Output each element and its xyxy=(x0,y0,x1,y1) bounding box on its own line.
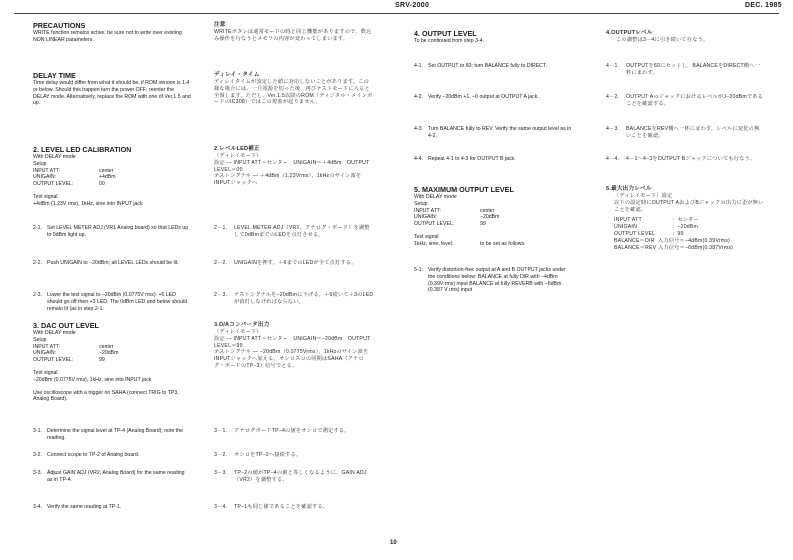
ja-led-mode: （ディレイモード） xyxy=(214,153,262,159)
led-title: 2. LEVEL LED CALIBRATION xyxy=(33,145,132,154)
ja-dac-block xyxy=(214,322,374,370)
led-row-value: 00 xyxy=(99,181,105,188)
ja-step-3-1 xyxy=(214,428,374,435)
step-5-1 xyxy=(414,267,574,294)
ja-max-output-block xyxy=(606,186,764,251)
dac-note: Use oscilloscope with a trigger on SAHA (connect TRIG to TP3, Analog Board). xyxy=(33,389,179,403)
precautions-text: WRITE function remains active; be sure not to write over existing NON LINEAR parameters. xyxy=(33,30,182,43)
delay-text: Time delay would differ from what it should be, if ROM version is 1.4 or below. Should this happen turn the power OFF; reenter the DELAY mode. Alternatively, replace the ROM with one of Ver.1.5 and up. xyxy=(33,80,191,107)
dac-row-value: −20dBm xyxy=(99,350,119,357)
step-text: TP−2の値がTP−4の値と等しくなるように、GAIN ADJ（VR2）を調整する。 xyxy=(234,470,367,483)
step-text: 4－1〜4−3をOUTPUT Bジャックについても行なう。 xyxy=(626,156,756,162)
dac-signal: −20dBm (0.0775V rms), 1kHz, sine into INPUT jack xyxy=(33,376,152,383)
step-number: 2-3. xyxy=(33,292,42,298)
ja-step-3-4 xyxy=(214,504,374,511)
step-text: TP−1も同じ値であることを確認する。 xyxy=(234,504,329,510)
ja-output-level-title: 4.OUTPUTレベル xyxy=(606,30,653,36)
page-number: 10 xyxy=(390,540,397,546)
led-signal-label: Test signal xyxy=(33,193,58,200)
step-2-3 xyxy=(33,292,191,312)
ja-step-3-3 xyxy=(214,470,374,484)
led-row-key: OUTPUT LEVEL: xyxy=(33,181,74,188)
dac-row-key: OUTPUT LEVEL: xyxy=(33,357,74,364)
max-row xyxy=(414,221,574,228)
ja-max-row-key: OUTPUT LEVEL xyxy=(614,230,656,237)
ja-led-block xyxy=(214,146,374,187)
max-signal-value: to be set as follows xyxy=(480,240,525,247)
ja-balance-row xyxy=(614,245,764,252)
ja-led-setup: 設定 — INPUT ATT＝センター UNIGAIN＝＋4dBm OUTPUT LEVEL＝00 xyxy=(214,159,370,173)
max-row-key: INPUT ATT: xyxy=(414,207,441,214)
dac-row-key: INPUT ATT: xyxy=(33,343,60,350)
max-output-title: 5. MAXIMUM OUTPUT LEVEL xyxy=(414,185,514,194)
max-row-value: center xyxy=(480,207,495,214)
ja-max-row xyxy=(614,224,764,231)
ja-max-output-text: 以下の設定時にOUTPUT AおよびBジャックの出力に歪が無いことを確認。 xyxy=(614,199,764,213)
step-number: 4-3. xyxy=(414,126,423,132)
led-mode: With DELAY mode xyxy=(33,154,76,160)
step-text: Verify −20dBm +1, −0 output at OUTPUT A jack. xyxy=(428,94,539,100)
ja-balance-key: BALANCE＝REV xyxy=(614,244,657,251)
max-row xyxy=(414,214,574,221)
ja-step-4-3 xyxy=(606,126,764,140)
ja-precautions-text: WRITEボタンは通常モードの時と同じ機能がありますので、数込み操作を行なうとメモリの内容が変わってしまいます。 xyxy=(214,29,372,42)
led-row-key: INPUT ATT: xyxy=(33,167,60,174)
dac-setup: Setup xyxy=(33,336,47,343)
ja-precautions-block xyxy=(214,22,374,43)
ja-dac-setup: 設定 — INPUT ATT＝センター UNIGAIN＝−20dBm OUTPUT LEVEL＝99 xyxy=(214,335,371,349)
ja-delay-title: ディレイ・タイム xyxy=(214,72,260,78)
dac-row-key: UNIGAIN: xyxy=(33,350,57,357)
step-text: Set LEVEL METER ADJ (VR1 Analog board) so that LEDs up to 0dBm light up. xyxy=(47,225,189,238)
ja-max-settings xyxy=(606,217,764,251)
model-header: SRV-2000 xyxy=(395,2,430,9)
max-output-block xyxy=(414,186,574,248)
step-4-3 xyxy=(414,126,574,140)
led-row xyxy=(33,174,191,181)
output-level-block xyxy=(414,30,574,45)
led-setup: Setup xyxy=(33,160,47,167)
max-row-value: −20dBm xyxy=(480,214,500,221)
dac-row xyxy=(33,344,191,351)
led-row xyxy=(33,168,191,175)
dac-row xyxy=(33,357,191,364)
ja-max-output-mode: （ディレイモード）設定 xyxy=(614,193,673,199)
ja-max-output-title: 5.最大出力レベル xyxy=(606,186,652,192)
step-number: 3－2. xyxy=(214,452,228,458)
max-output-mode: With DELAY mode xyxy=(414,194,457,200)
step-text: Set OUTPUT to 60; turn BALANCE fully to DIRECT. xyxy=(428,63,547,69)
ja-balance-row xyxy=(614,238,764,245)
step-4-1 xyxy=(414,63,574,70)
step-text: OUTPUTを60にセットし，BALANCEをDIRECT側へ一杯にまわす。 xyxy=(626,63,761,76)
ja-max-row-value: ：99 xyxy=(672,230,684,237)
step-number: 5-1. xyxy=(414,267,423,273)
ja-max-row-key: UNIGAIN xyxy=(614,224,638,231)
step-text: Adjust GAIN ADJ (VR2, Analog Board) for the same reading as in TP-4. xyxy=(47,470,185,483)
led-block xyxy=(33,146,191,208)
ja-delay-block xyxy=(214,72,374,106)
step-number: 4－3. xyxy=(606,126,620,132)
max-signal xyxy=(414,241,574,248)
step-number: 2-1. xyxy=(33,225,42,231)
header-rule xyxy=(14,13,779,14)
dac-mode: With DELAY mode xyxy=(33,330,76,336)
step-number: 4-2. xyxy=(414,94,423,100)
led-row-value: center xyxy=(99,167,114,174)
step-text: Push UNIGAIN to −20dBm; all LEVEL LEDs should be lit. xyxy=(47,260,179,266)
ja-max-row-value: ：−20dBm xyxy=(672,224,699,231)
step-text: テストシグナルを−20dBmに下げる。＋6続いて＋3のLEDが消灯しなければならない。 xyxy=(234,292,374,305)
led-row-key: UNIGAIN: xyxy=(33,174,57,181)
delay-block xyxy=(33,72,191,107)
step-3-4 xyxy=(33,504,191,511)
ja-step-2-1 xyxy=(214,225,374,239)
ja-step-2-3 xyxy=(214,292,374,306)
step-text: アナログボードTP−4の値をオシロで測定する。 xyxy=(234,428,350,434)
step-3-2 xyxy=(33,452,191,459)
ja-output-level-block xyxy=(606,30,764,44)
ja-step-2-2 xyxy=(214,260,374,267)
step-text: Connect scope to TP-2 of Analog board. xyxy=(47,452,140,458)
max-row-value: 99 xyxy=(480,221,486,228)
ja-output-level-subtitle: この調整は3－4に引き続いて行なう。 xyxy=(616,37,709,43)
output-level-subtitle: To be continued from step 3-4. xyxy=(414,38,485,44)
step-number: 3-3. xyxy=(33,470,42,476)
dac-signal-label: Test signal xyxy=(33,369,58,376)
ja-step-4-1 xyxy=(606,63,764,77)
ja-balance-value: 入力信号＝−4dBm(0.39Vrms) xyxy=(658,237,730,244)
ja-dac-mode: （ディレイモード） xyxy=(214,329,262,335)
max-row-key: OUTPUT LEVEL: xyxy=(414,221,455,228)
step-number: 4－2. xyxy=(606,94,620,100)
step-number: 3－3. xyxy=(214,470,228,476)
step-text: Determine the signal level at TP-4 (Analog Board); note the reading. xyxy=(47,428,184,441)
step-number: 4-4. xyxy=(414,156,423,162)
ja-delay-text: ディレイタイムが設定した値に対応しないことがあります。この様な場合には、一旦電源を切った後、再びテストモードに入ると全復します。ただし、Ver.1.5以降のROM（ディジタル・メインボードのIC308）ではこの現象が起りません。 xyxy=(214,79,373,106)
led-row-value: +4dBm xyxy=(99,174,116,181)
step-2-2 xyxy=(33,260,191,267)
step-number: 2－2. xyxy=(214,260,228,266)
step-text: Verify distortion-free output at A and B OUTPUT jacks under the conditions below: BALANCE at fully DIR with −4dBm (0.39V rms) input BALANCE at fully REVERB with −6dBm (0.387 V rms) input xyxy=(428,267,566,294)
ja-step-4-4 xyxy=(606,156,764,163)
ja-step-4-2 xyxy=(606,94,764,108)
ja-step-3-2 xyxy=(214,452,374,459)
step-text: Turn BALANCE fully to REV. Verify the same output level as in 4-2. xyxy=(428,126,572,139)
ja-precautions-title: 注意 xyxy=(214,22,226,28)
date-header: DEC. 1985 xyxy=(745,2,782,9)
dac-row xyxy=(33,350,191,357)
step-number: 2-2. xyxy=(33,260,42,266)
ja-max-row-key: INPUT ATT xyxy=(614,217,642,224)
step-number: 4－1. xyxy=(606,63,620,69)
step-number: 3-1. xyxy=(33,428,42,434)
ja-led-signal: テストシグナル — ＋4dBm（1.23Vrms），1kHzのサイン波をINPUTジャックへ xyxy=(214,173,362,187)
step-number: 4-1. xyxy=(414,63,423,69)
led-row xyxy=(33,181,191,188)
precautions-block xyxy=(33,22,191,44)
ja-max-row-value: ：センター xyxy=(672,217,699,224)
dac-row-value: 99 xyxy=(99,357,105,364)
ja-max-row xyxy=(614,217,764,224)
step-text: BALANCEをREV側へ一杯にまわす。レベルに変化の無いことを確認。 xyxy=(626,126,760,139)
step-number: 3－1. xyxy=(214,428,228,434)
ja-dac-title: 3.D/Aコンバータ出力 xyxy=(214,322,270,328)
max-signal-label: Test signal xyxy=(414,233,439,240)
step-number: 2－3. xyxy=(214,292,228,298)
ja-balance-value: 入力信号＝−6dBm(0.387Vrms) xyxy=(658,244,734,251)
step-text: OUTPUT AのジャックにおけるレベルがJ−20dBmであることを確認する。 xyxy=(626,94,764,107)
max-row xyxy=(414,208,574,215)
dac-row-value: center xyxy=(99,343,114,350)
max-signal-key: 1kHz, sine, level: xyxy=(414,240,454,247)
dac-block xyxy=(33,322,191,403)
step-text: LEVEL METER ADJ（VR1，アナログ・ボード）を調整して0dBmまでのLEDを点灯させる。 xyxy=(234,225,370,238)
precautions-title: PRECAUTIONS xyxy=(33,21,86,30)
step-number: 3-4. xyxy=(33,504,42,510)
max-row-key: UNIGAIN: xyxy=(414,214,438,221)
dac-title: 3. DAC OUT LEVEL xyxy=(33,321,99,330)
led-signal: +4dBm (1.23V rms), 1kHz, sine into INPUT jack xyxy=(33,200,143,207)
step-text: UNIGAINを押す。＋6までのLEDが全て点灯する。 xyxy=(234,260,357,266)
step-number: 3－4. xyxy=(214,504,228,510)
step-text: オシロをTP−2へ接続する。 xyxy=(234,452,302,458)
step-number: 3-2. xyxy=(33,452,42,458)
step-number: 2－1. xyxy=(214,225,228,231)
ja-dac-signal: テストシグナル — −20dBm（0.0775Vrms），1kHzのサイン波をINPUTジャックへ加える。オシロスコの同期はSAHA（アナログ・ボードのTP−3）信号でとる。 xyxy=(214,349,369,369)
step-text: Lower the test signal to −20dBm (0.0775V rms): +6 LED should go off then +3 LED. The 0dBm LED and below should remain lit (as in step 2-1. xyxy=(47,292,188,312)
output-level-title: 4. OUTPUT LEVEL xyxy=(414,29,477,38)
step-text: Repeat 4-1 to 4-3 for OUTPUT B jack. xyxy=(428,156,516,162)
step-4-4 xyxy=(414,156,574,163)
step-4-2 xyxy=(414,94,574,101)
step-number: 4－4. xyxy=(606,156,620,162)
step-2-1 xyxy=(33,225,191,239)
max-output-setup: Setup xyxy=(414,200,428,207)
step-text: Verify the same reading at TP-1. xyxy=(47,504,122,510)
ja-max-row xyxy=(614,231,764,238)
step-3-3 xyxy=(33,470,191,484)
delay-title: DELAY TIME xyxy=(33,71,76,80)
step-3-1 xyxy=(33,428,191,442)
ja-balance-key: BALANCE＝DIR xyxy=(614,237,655,244)
ja-led-title: 2.レベルLED補正 xyxy=(214,146,260,152)
